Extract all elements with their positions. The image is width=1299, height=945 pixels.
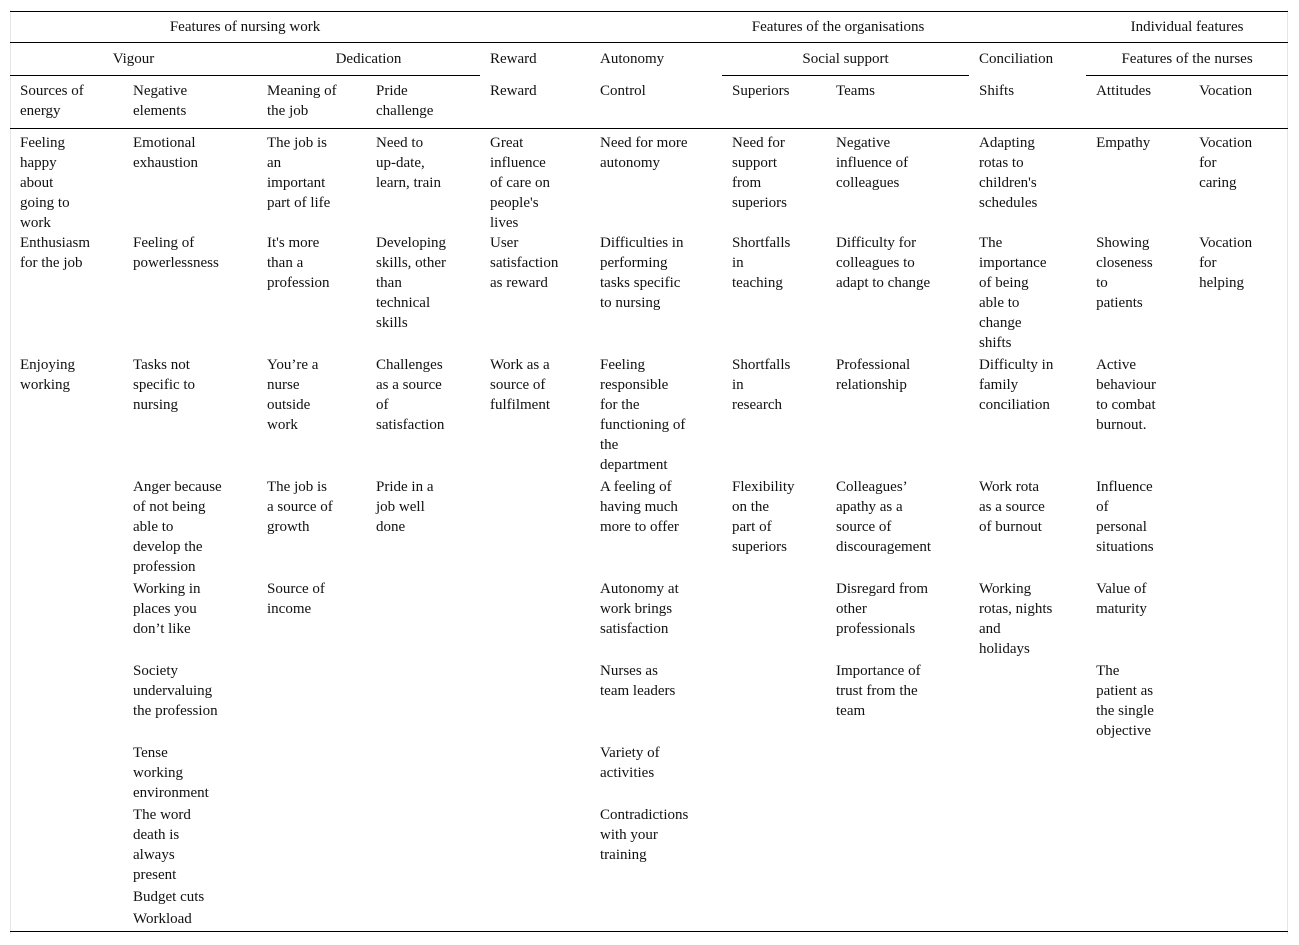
table-cell: Feeling of powerlessness bbox=[133, 235, 219, 271]
column-header: Superiors bbox=[722, 76, 826, 129]
table-cell: Developing skills, other than technical skills bbox=[376, 235, 446, 331]
header-subgroup-row bbox=[10, 43, 1288, 76]
table-cell: Difficulty in family conciliation bbox=[979, 357, 1054, 413]
table-cell bbox=[257, 661, 366, 743]
table-cell bbox=[1189, 743, 1288, 805]
table-cell: You’re a nurse outside work bbox=[267, 357, 319, 433]
table-cell bbox=[722, 743, 826, 805]
table-cell: The word death is always present bbox=[133, 807, 191, 883]
table-cell bbox=[366, 887, 480, 909]
table-cell: Feeling happy about going to work bbox=[20, 135, 70, 231]
column-header: Sources of energy bbox=[10, 76, 123, 129]
subgroup-header-dedication: Dedication bbox=[257, 43, 480, 76]
table-cell: Contradictions with your training bbox=[600, 807, 689, 863]
table-cell: Enthusiasm for the job bbox=[20, 235, 90, 271]
table-row bbox=[10, 579, 1288, 661]
table-cell bbox=[480, 887, 590, 909]
table-row bbox=[10, 355, 1288, 477]
nursing-features-table bbox=[10, 11, 1288, 932]
table-cell: Workload bbox=[123, 909, 257, 931]
table-cell bbox=[480, 805, 590, 887]
table-cell bbox=[10, 909, 123, 931]
table-cell: Society undervaluing the profession bbox=[133, 663, 218, 719]
table-cell: Colleagues’ apathy as a source of discouragement bbox=[836, 479, 931, 555]
table-cell bbox=[826, 805, 969, 887]
column-header: Reward bbox=[480, 76, 590, 129]
table-cell bbox=[366, 805, 480, 887]
column-header: Negative elements bbox=[123, 76, 257, 129]
group-header-nursing-work: Features of nursing work bbox=[10, 12, 480, 43]
table-cell: Tense working environment bbox=[133, 745, 209, 801]
column-header: Pride challenge bbox=[366, 76, 480, 129]
table-cell bbox=[1086, 805, 1189, 887]
table-cell bbox=[10, 743, 123, 805]
table-cell bbox=[480, 909, 590, 931]
header-column-row bbox=[10, 76, 1288, 129]
table-cell bbox=[969, 661, 1086, 743]
column-header: Control bbox=[590, 76, 722, 129]
table-cell bbox=[722, 805, 826, 887]
table-cell bbox=[826, 909, 969, 931]
table-cell: Vocation for helping bbox=[1199, 235, 1253, 291]
column-header: Shifts bbox=[969, 76, 1086, 129]
table-cell bbox=[480, 477, 590, 579]
table-cell bbox=[590, 887, 722, 909]
table-cell: Work as a source of fulfilment bbox=[490, 357, 551, 413]
table-cell: Shortfalls in teaching bbox=[732, 235, 791, 291]
table-cell bbox=[1189, 661, 1288, 743]
table-body bbox=[10, 129, 1288, 932]
table-cell: Showing closeness to patients bbox=[1096, 235, 1153, 311]
table-cell: Tasks not specific to nursing bbox=[133, 357, 196, 413]
table-cell: The importance of being able to change shifts bbox=[979, 235, 1047, 351]
table-cell: Work rota as a source of burnout bbox=[979, 479, 1045, 535]
table-cell: Difficulties in performing tasks specific to nursing bbox=[600, 235, 684, 311]
table-cell bbox=[826, 743, 969, 805]
table-cell: Anger because of not being able to develop the profession bbox=[133, 479, 222, 575]
subgroup-header-conciliation: Conciliation bbox=[979, 51, 1054, 68]
table-cell: Variety of activities bbox=[600, 745, 660, 781]
table-cell: Source of income bbox=[267, 581, 325, 617]
column-header: Vocation bbox=[1189, 76, 1288, 129]
column-header: Teams bbox=[826, 76, 969, 129]
group-header-individual: Individual features bbox=[1086, 12, 1288, 43]
subgroup-header-autonomy: Autonomy bbox=[600, 51, 665, 68]
table-cell bbox=[366, 743, 480, 805]
table-cell: Budget cuts bbox=[133, 889, 205, 905]
table-cell: Influence of personal situations bbox=[1096, 479, 1154, 555]
table-cell: Feeling responsible for the functioning of the department bbox=[600, 357, 686, 473]
table-cell: Disregard from other professionals bbox=[836, 581, 929, 637]
table-cell: Vocation for caring bbox=[1199, 135, 1253, 191]
table-cell bbox=[257, 805, 366, 887]
group-header-organisations: Features of the organisations bbox=[590, 12, 1086, 43]
table-cell: Professional relationship bbox=[836, 357, 911, 393]
table-cell: Working in places you don’t like bbox=[133, 581, 201, 637]
table-cell bbox=[826, 887, 969, 909]
table-row bbox=[10, 233, 1288, 355]
table-cell: Shortfalls in research bbox=[732, 357, 791, 413]
table-cell bbox=[1189, 355, 1288, 477]
table-row bbox=[10, 887, 1288, 909]
table-cell: Difficulty for colleagues to adapt to change bbox=[836, 235, 931, 291]
table-cell: Working rotas, nights and holidays bbox=[979, 581, 1053, 657]
table-cell bbox=[1189, 887, 1288, 909]
table-cell bbox=[722, 661, 826, 743]
table-cell bbox=[969, 743, 1086, 805]
table-cell bbox=[257, 743, 366, 805]
table-cell bbox=[480, 579, 590, 661]
table-cell bbox=[1189, 805, 1288, 887]
table-cell bbox=[1189, 909, 1288, 931]
table-cell bbox=[480, 661, 590, 743]
table-cell bbox=[1189, 579, 1288, 661]
table-cell: It's more than a profession bbox=[267, 235, 330, 291]
table-row bbox=[10, 805, 1288, 887]
table-row bbox=[10, 477, 1288, 579]
table-cell: A feeling of having much more to offer bbox=[600, 479, 679, 535]
table-cell: Enjoying working bbox=[20, 357, 75, 393]
table-row bbox=[10, 129, 1288, 234]
table-cell: Need to up-date, learn, train bbox=[376, 135, 441, 191]
table-cell: The job is an important part of life bbox=[267, 135, 331, 211]
table-cell bbox=[1086, 743, 1189, 805]
table-cell: Adapting rotas to children's schedules bbox=[979, 135, 1038, 211]
table-cell: Emotional exhaustion bbox=[133, 135, 198, 171]
table-cell bbox=[722, 887, 826, 909]
table-cell: Value of maturity bbox=[1096, 581, 1147, 617]
subgroup-header-vigour: Vigour bbox=[10, 43, 257, 76]
table-cell bbox=[366, 661, 480, 743]
column-header: Attitudes bbox=[1086, 76, 1189, 129]
table-cell bbox=[10, 805, 123, 887]
table-cell bbox=[366, 909, 480, 931]
table-cell: Flexibility on the part of superiors bbox=[732, 479, 795, 555]
subgroup-header-social-support: Social support bbox=[722, 43, 969, 76]
table-cell: Great influence of care on people's lives bbox=[490, 135, 550, 231]
table-cell bbox=[10, 477, 123, 579]
table-cell: Importance of trust from the team bbox=[836, 663, 921, 719]
table-cell: Need for support from superiors bbox=[732, 135, 788, 211]
subgroup-header-features-nurses: Features of the nurses bbox=[1086, 43, 1288, 76]
header-group-row bbox=[10, 12, 1288, 43]
table-row bbox=[10, 743, 1288, 805]
table-cell bbox=[10, 579, 123, 661]
table-cell bbox=[10, 661, 123, 743]
table-cell bbox=[722, 909, 826, 931]
table-cell bbox=[590, 909, 722, 931]
table-cell: Challenges as a source of satisfaction bbox=[376, 357, 445, 433]
table-cell: Need for more autonomy bbox=[600, 135, 688, 171]
table-cell: Active behaviour to combat burnout. bbox=[1096, 357, 1157, 433]
table-cell bbox=[366, 579, 480, 661]
table-cell: Pride in a job well done bbox=[376, 479, 434, 535]
table-cell bbox=[480, 743, 590, 805]
table-cell: The patient as the single objective bbox=[1096, 663, 1154, 739]
table-cell bbox=[1189, 477, 1288, 579]
table-cell: Negative influence of colleagues bbox=[836, 135, 909, 191]
table-cell bbox=[969, 805, 1086, 887]
table-cell bbox=[1086, 909, 1189, 931]
subgroup-header-reward: Reward bbox=[490, 51, 537, 68]
table-cell bbox=[257, 887, 366, 909]
table-cell bbox=[257, 909, 366, 931]
group-header-gap bbox=[480, 12, 590, 43]
table-cell: Nurses as team leaders bbox=[600, 663, 676, 699]
table-cell: Empathy bbox=[1096, 135, 1151, 151]
table-row bbox=[10, 909, 1288, 931]
table-row bbox=[10, 661, 1288, 743]
column-header: Meaning of the job bbox=[257, 76, 366, 129]
table-cell bbox=[1086, 887, 1189, 909]
table-cell bbox=[10, 887, 123, 909]
table-cell: The job is a source of growth bbox=[267, 479, 333, 535]
table-cell bbox=[969, 887, 1086, 909]
table-cell: Autonomy at work brings satisfaction bbox=[600, 581, 679, 637]
table-cell: User satisfaction as reward bbox=[490, 235, 559, 291]
table-cell bbox=[969, 909, 1086, 931]
table-cell bbox=[722, 579, 826, 661]
